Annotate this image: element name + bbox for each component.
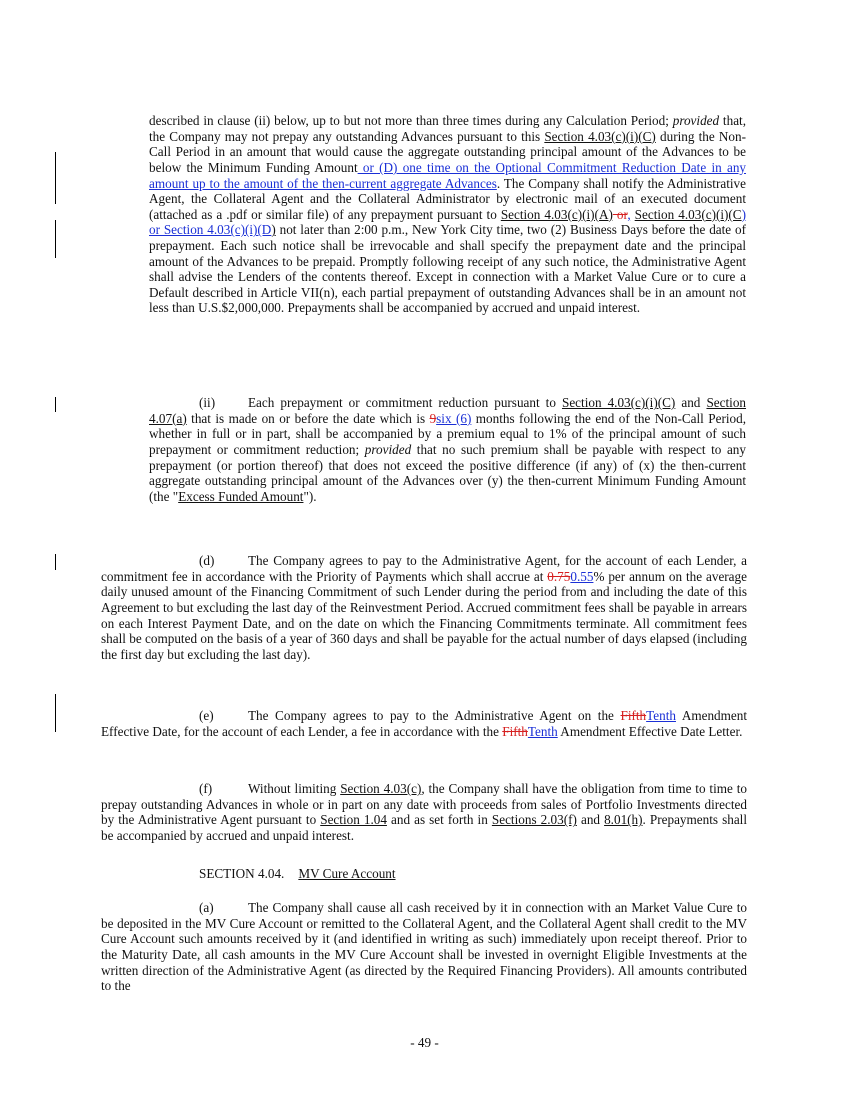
deleted-text: 0.75	[547, 568, 571, 584]
change-bar	[55, 152, 56, 204]
section-reference: Section 4.03(c)(i)(C)	[561, 395, 676, 411]
text-run: described in clause (ii) below, up to but not more than three times during any Calculation Period;	[149, 113, 673, 129]
section-reference: Section 4.03(c)(i)(C)	[544, 128, 656, 144]
clause-label: (d)	[199, 553, 215, 569]
text-run: . The Company shall notify the Administrative Agent, the Collateral Agent and the Collateral Administrator by electronic mail of an executed document (attached as a .pdf or similar file) of any prepayment pursuant to	[149, 175, 746, 222]
paragraph-ii-premium	[149, 395, 746, 504]
text-run: months following the end of the Non-Call Period, whether in full or in part, shall be accompanied by a premium equal to 1% of the principal amount of such prepayment or commitment reduction;	[149, 410, 746, 457]
text-run: . Prepayments shall be accompanied by accrued and unpaid interest.	[101, 812, 747, 843]
change-bar	[55, 694, 56, 732]
text-run: not later than 2:00 p.m., New York City time, two (2) Business Days before the date of prepayment. Each such notice shall be irrevocable and shall specify the prepayment date and the principal amount of the Advances to be prepaid. Promptly following receipt of any such notice, the Administrative Agent shall advise the Lenders of the contents thereof. Except in connection with a Market Value Cure or to cure a Default described in Article VII(n), each partial prepayment of outstanding Advances shall be in an amount not less than U.S.$2,000,000. Prepayments shall be accompanied by accrued and unpaid interest.	[149, 222, 746, 316]
inserted-text: ) or Section 4.03(c)(i)(D	[149, 206, 747, 238]
text-run: Amendment Effective Date Letter.	[557, 723, 743, 739]
page-number: - 49 -	[410, 1035, 439, 1050]
section-reference: )	[271, 222, 276, 238]
text-run: and	[576, 812, 605, 828]
section-reference: Section 1.04	[320, 812, 387, 828]
text-run: The Company shall cause all cash received by it in connection with an Market Value Cure to be deposited in the MV Cure Account or remitted to the Collateral Agent, and the Collateral Agent shall credit to the MV Cure Account such amounts received by it (and identified in writing as such) immediately upon receipt thereof. Prior to the Maturity Date, all cash amounts in the MV Cure Account shall be invested in overnight Eligible Investments at the written direction of the Administrative Agent (as directed by the Required Financing Providers). All amounts contributed to the	[101, 900, 747, 994]
clause-label: (f)	[199, 781, 213, 797]
text-run: Amendment Effective Date, for the account of each Lender, a fee in accordance with the	[101, 708, 748, 739]
text-run: The Company agrees to pay to the Administrative Agent, for the account of each Lender, a commitment fee in accordance with the Priority of Payments which shall accrue at	[101, 553, 747, 584]
text-run: ").	[303, 488, 317, 504]
text-run: provided	[364, 441, 412, 457]
section-reference: Sections 2.03(f)	[491, 812, 577, 828]
text-run: % per annum on the average daily unused amount of the Financing Commitment of such Lender during the period from and including the date of this Agreement to but excluding the last day of the Reinvestment Period. Accrued commitment fees shall be payable in arrears on each Interest Payment Date, and on the date on which the Financing Commitments terminate. All commitment fees shall be computed on the basis of a year of 360 days and shall be payable for the actual number of days elapsed (including the first day but excluding the last day).	[101, 568, 747, 662]
text-run: provided	[672, 113, 720, 129]
deleted-text: Fifth	[502, 723, 528, 739]
deleted-text: 9	[429, 410, 437, 426]
section-reference: Section 4.03(c)	[340, 781, 422, 797]
paragraph-a-mv-cure	[101, 900, 747, 994]
section-reference: Section 4.03(c)(i)(C	[634, 206, 742, 222]
inserted-text: ,	[627, 206, 631, 222]
paragraph-prepayment-notice	[149, 113, 746, 316]
text-run: , the Company shall have the obligation from time to time to prepay outstanding Advances in whole or in part on any date with proceeds from sales of Portfolio Investments directed by the Administrative Agent pursuant to	[101, 781, 747, 828]
text-run: The Company agrees to pay to the Administrative Agent on the	[248, 708, 621, 724]
paragraph-e-amendment-fee	[101, 708, 747, 739]
text-run: that no such premium shall be payable with respect to any prepayment (or portion thereof) that does not exceed the positive difference (if any) of (x) the then-current aggregate outstanding principal amount of the Advances over (y) the then-current Minimum Funding Amount (the "	[149, 441, 746, 504]
paragraph-f-mandatory-prepayment	[101, 781, 747, 843]
inserted-text: or (D) one time on the Optional Commitment Reduction Date in any amount up to the amount of the then-current aggregate Advances	[149, 159, 747, 191]
section-number: SECTION 4.04.	[199, 866, 285, 882]
section-reference: 8.01(h)	[604, 812, 643, 828]
clause-label: (a)	[199, 900, 214, 916]
change-bar	[55, 220, 56, 258]
text-run: that, the Company may not prepay any outstanding Advances pursuant to this	[149, 113, 747, 144]
text-run: that is made on or before the date which is	[186, 410, 430, 426]
change-bar	[55, 397, 56, 412]
text-run: Without limiting	[248, 781, 341, 797]
text-run: and	[675, 395, 707, 411]
change-bar	[55, 554, 56, 570]
clause-label: (ii)	[199, 395, 216, 411]
clause-label: (e)	[199, 708, 214, 724]
text-run: Each prepayment or commitment reduction pursuant to	[248, 395, 562, 411]
paragraph-d-commitment-fee	[101, 553, 747, 662]
defined-term: Excess Funded Amount	[178, 488, 304, 504]
deleted-text: Fifth	[620, 708, 647, 724]
inserted-text: Tenth	[646, 708, 676, 724]
inserted-text: 0.55	[570, 568, 594, 584]
section-reference: Section 4.07(a)	[149, 395, 747, 426]
deleted-text: or	[612, 206, 628, 222]
section-reference: Section 4.03(c)(i)(A)	[500, 206, 613, 222]
inserted-text: six (6)	[436, 410, 472, 426]
section-title: MV Cure Account	[298, 866, 396, 882]
text-run: and as set forth in	[386, 812, 492, 828]
inserted-text: Tenth	[527, 723, 558, 739]
text-run: during the Non-Call Period in an amount that would cause the aggregate outstanding principal amount of the Advances to be below the Minimum Funding Amount	[149, 128, 747, 175]
section-heading	[199, 866, 599, 882]
